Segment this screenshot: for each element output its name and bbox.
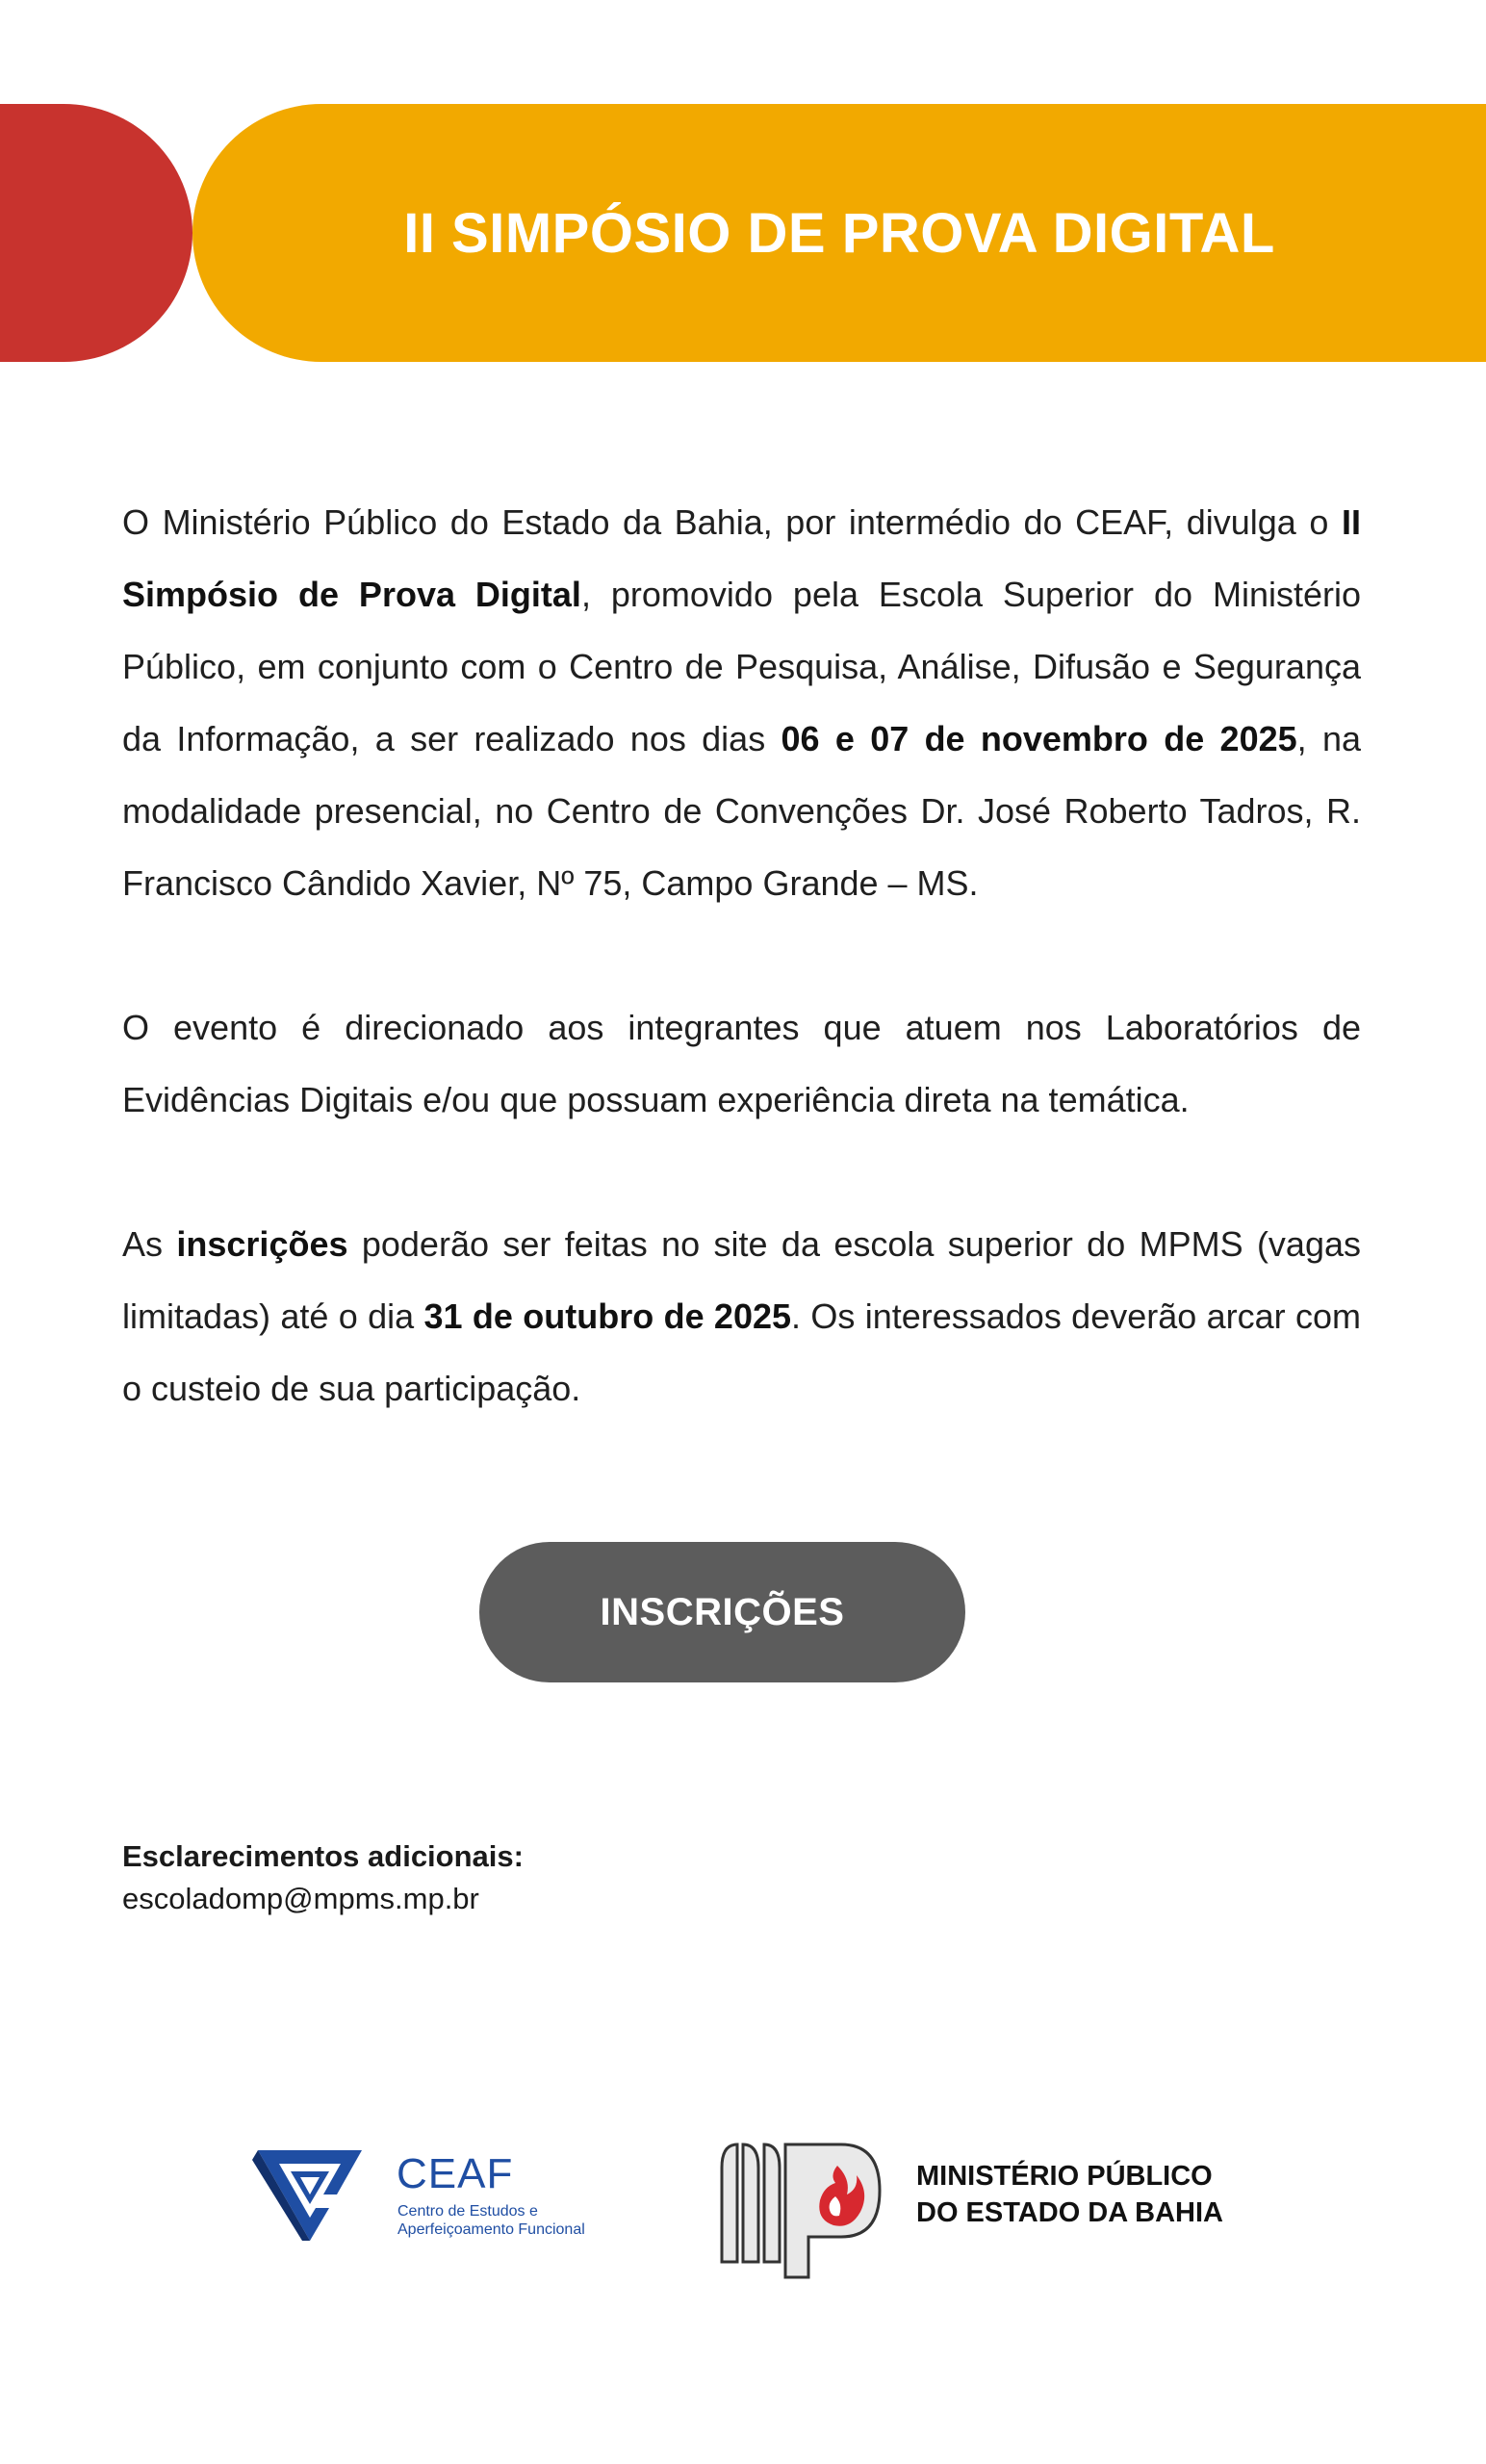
paragraph-event-intro: [122, 486, 1361, 919]
text-segment: O Ministério Público do Estado da Bahia, por intermédio do CEAF, divulga o: [122, 502, 1342, 542]
ceaf-full-name: [397, 2202, 585, 2239]
text-segment: . Os interessados deverão arcar com o custeio de sua participação.: [122, 1296, 1361, 1408]
text-segment: As: [122, 1224, 177, 1264]
contact-info: [122, 1835, 524, 1920]
announcement-body: [122, 486, 1361, 1497]
paragraph-registration: [122, 1208, 1361, 1424]
text-segment: , na modalidade presencial, no Centro de Convenções Dr. José Roberto Tadros, R. Francisco Cândido Xavier, Nº 75, Campo Grande – MS.: [122, 719, 1361, 903]
contact-email-link[interactable]: escoladomp@mpms.mp.br: [122, 1882, 479, 1915]
mp-institution-name: [916, 2158, 1223, 2231]
paragraph-audience: O evento é direcionado aos integrantes que atuem nos Laboratórios de Evidências Digitais e/ou que possuam experiência direta na temática.: [122, 1008, 1361, 1119]
mp-name-line-1: MINISTÉRIO PÚBLICO: [916, 2161, 1213, 2192]
event-name: II Simpósio de Prova Digital: [122, 502, 1361, 614]
banner-red-accent: [0, 104, 192, 362]
mp-bahia-logo: [716, 2137, 1255, 2281]
text-segment: , promovido pela Escola Superior do Ministério Público, em conjunto com o Centro de Pesquisa, Análise, Difusão e Segurança da Informação, a ser realizado nos dias: [122, 575, 1361, 758]
ceaf-name-line-2: Aperfeiçoamento Funcional: [397, 2221, 585, 2238]
ceaf-emblem-icon: [252, 2137, 368, 2252]
registration-deadline: 31 de outubro de 2025: [423, 1296, 792, 1336]
mp-name-line-2: DO ESTADO DA BAHIA: [916, 2197, 1223, 2228]
ceaf-name-line-1: Centro de Estudos e: [397, 2203, 538, 2220]
text-segment: poderão ser feitas no site da escola superior do MPMS (vagas limitadas) até o dia: [122, 1224, 1362, 1336]
event-dates: 06 e 07 de novembro de 2025: [781, 719, 1297, 758]
registration-button[interactable]: INSCRIÇÕES: [479, 1542, 965, 1682]
ceaf-logo: [252, 2137, 637, 2252]
mp-emblem-icon: [716, 2137, 889, 2281]
ceaf-abbreviation: CEAF: [397, 2150, 514, 2197]
contact-label: Esclarecimentos adicionais:: [122, 1839, 524, 1873]
registration-keyword: inscrições: [176, 1224, 348, 1264]
page-title: II SIMPÓSIO DE PROVA DIGITAL: [403, 201, 1275, 265]
